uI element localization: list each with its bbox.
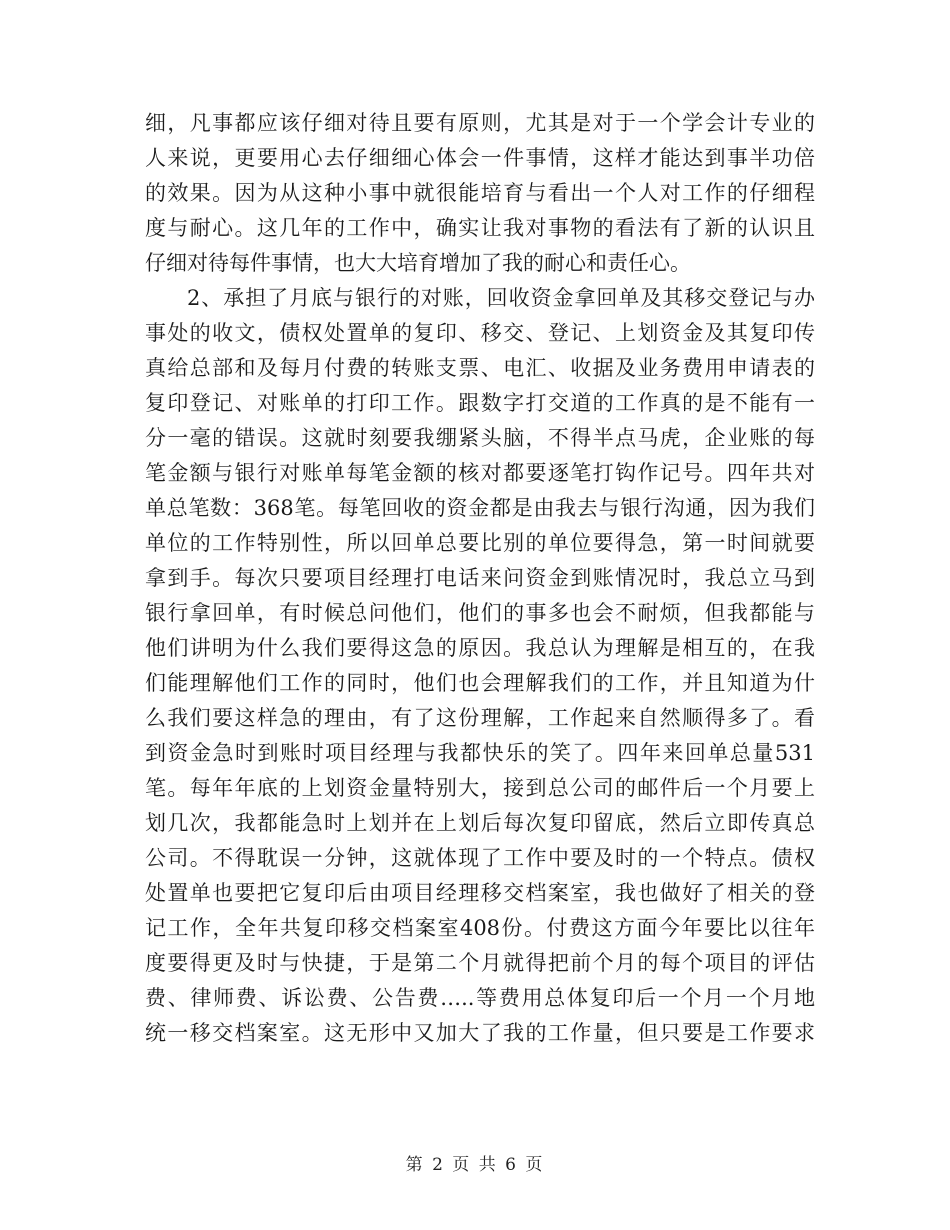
- text-line: 单位的工作特别性，所以回单总要比别的单位要得急，第一时间就要: [145, 531, 815, 555]
- text-line: 统一移交档案室。这无形中又加大了我的工作量，但只要是工作要求: [145, 1021, 815, 1045]
- text-line: 复印登记、对账单的打印工作。跟数字打交道的工作真的是不能有一: [145, 391, 815, 415]
- text-line: 划几次，我都能急时上划并在上划后每次复印留底，然后立即传真总: [145, 811, 815, 835]
- text-line: 笔金额与银行对账单每笔金额的核对都要逐笔打钩作记号。四年共对: [145, 461, 815, 485]
- text-line: 拿到手。每次只要项目经理打电话来问资金到账情况时，我总立马到: [145, 566, 815, 590]
- text-line: 2、承担了月底与银行的对账，回收资金拿回单及其移交登记与办: [187, 286, 815, 310]
- text-line: 记工作，全年共复印移交档案室408份。付费这方面今年要比以往年: [145, 916, 815, 940]
- document-body: [145, 106, 815, 1051]
- text-line: 单总笔数：368笔。每笔回收的资金都是由我去与银行沟通，因为我们: [145, 496, 815, 520]
- text-line: 到资金急时到账时项目经理与我都快乐的笑了。四年来回单总量531: [145, 741, 815, 765]
- text-line: 银行拿回单，有时候总问他们，他们的事多也会不耐烦，但我都能与: [145, 601, 815, 625]
- text-line: 么我们要这样急的理由，有了这份理解，工作起来自然顺得多了。看: [145, 706, 815, 730]
- text-line: 分一毫的错误。这就时刻要我绷紧头脑，不得半点马虎，企业账的每: [145, 426, 815, 450]
- text-line: 们能理解他们工作的同时，他们也会理解我们的工作，并且知道为什: [145, 671, 815, 695]
- text-line: 公司。不得耽误一分钟，这就体现了工作中要及时的一个特点。债权: [145, 846, 815, 870]
- text-line: 笔。每年年底的上划资金量特别大，接到总公司的邮件后一个月要上: [145, 776, 815, 800]
- page-footer: 第 2 页 共 6 页: [405, 1155, 545, 1175]
- text-line: 的效果。因为从这种小事中就很能培育与看出一个人对工作的仔细程: [145, 181, 815, 205]
- text-line: 事处的收文，债权处置单的复印、移交、登记、上划资金及其复印传: [145, 321, 815, 345]
- text-line: 仔细对待每件事情，也大大培育增加了我的耐心和责任心。: [145, 251, 691, 275]
- text-line: 度要得更及时与快捷，于是第二个月就得把前个月的每个项目的评估: [145, 951, 815, 975]
- text-line: 度与耐心。这几年的工作中，确实让我对事物的看法有了新的认识且: [145, 216, 815, 240]
- text-line: 真给总部和及每月付费的转账支票、电汇、收据及业务费用申请表的: [145, 356, 815, 380]
- text-line: 处置单也要把它复印后由项目经理移交档案室，我也做好了相关的登: [145, 881, 815, 905]
- text-line: 细，凡事都应该仔细对待且要有原则，尤其是对于一个学会计专业的: [145, 111, 815, 135]
- text-line: 人来说，更要用心去仔细细心体会一件事情，这样才能达到事半功倍: [145, 146, 815, 170]
- text-line: 他们讲明为什么我们要得这急的原因。我总认为理解是相互的，在我: [145, 636, 815, 660]
- text-line: 费、律师费、诉讼费、公告费…..等费用总体复印后一个月一个月地: [145, 986, 815, 1010]
